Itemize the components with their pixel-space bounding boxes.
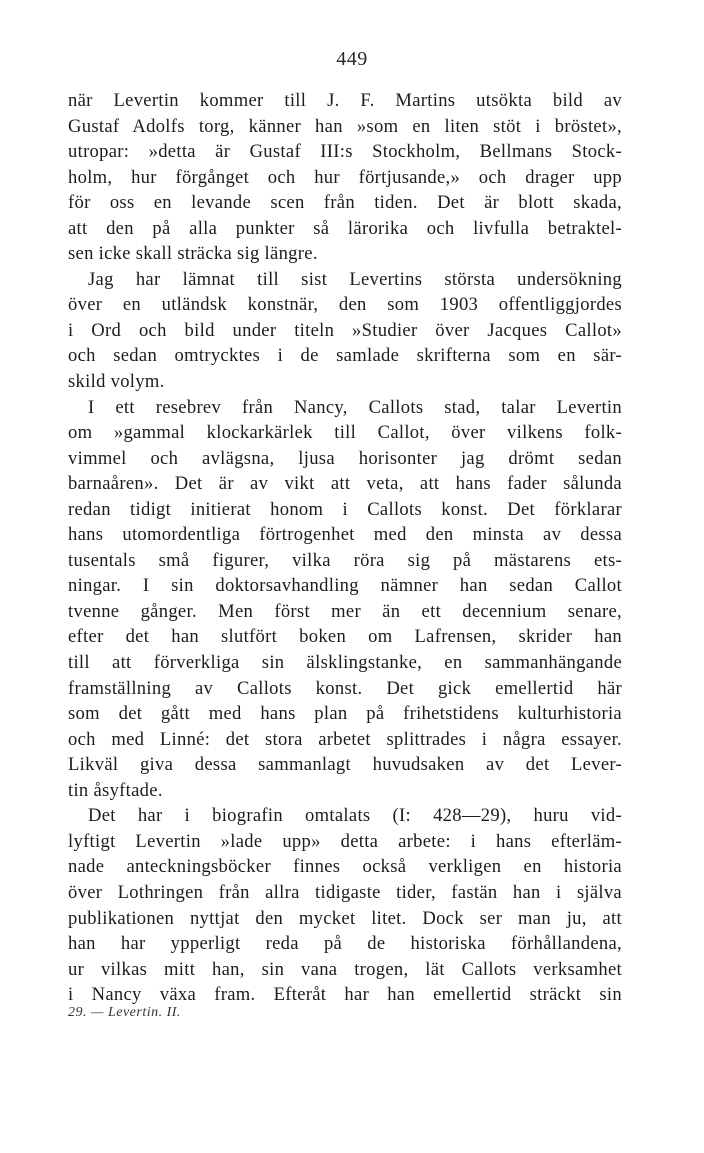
printer-signature: 29. — Levertin. II.	[68, 1005, 181, 1020]
text-line: framställning av Callots konst. Det gick emellertid här	[68, 677, 622, 699]
text-line: om »gammal klockarkärlek till Callot, över vilkens folk-	[68, 422, 622, 444]
page-number: 449	[336, 48, 368, 70]
text-line: i Nancy växa fram. Efteråt har han emellertid sträckt sin	[68, 984, 622, 1006]
text-line: till att förverkliga sin älsklingstanke, en sammanhängande	[68, 652, 622, 674]
text-line: nade anteckningsböcker finnes också verkligen en historia	[68, 856, 622, 878]
text-line: han har ypperligt reda på de historiska förhållandena,	[68, 933, 622, 955]
text-line: lyftigt Levertin »lade upp» detta arbete: i hans efterläm-	[68, 830, 622, 852]
text-line: sen icke skall sträcka sig längre.	[68, 243, 318, 265]
text-line: utropar: »detta är Gustaf III:s Stockholm, Bellmans Stock-	[68, 141, 622, 163]
text-line: i Ord och bild under titeln »Studier över Jacques Callot»	[68, 319, 622, 341]
text-line: holm, hur förgånget och hur förtjusande,» och drager upp	[68, 166, 622, 188]
text-line: tusentals små figurer, vilka röra sig på mästarens ets-	[68, 549, 622, 571]
text-line: publikationen nyttjat den mycket litet. Dock ser man ju, att	[68, 907, 622, 929]
text-line: och med Linné: det stora arbetet splittrades i några essayer.	[68, 728, 622, 750]
text-line: efter det han slutfört boken om Lafrensen, skrider han	[68, 626, 622, 648]
text-line: tin åsyftade.	[68, 779, 163, 801]
text-line: att den på alla punkter så lärorika och livfulla betraktel-	[68, 217, 622, 239]
text-line: I ett resebrev från Nancy, Callots stad, talar Levertin	[88, 396, 622, 418]
text-line: Likväl giva dessa sammanlagt huvudsaken av det Lever-	[68, 754, 622, 776]
text-line: hans utomordentliga förtrogenhet med den minsta av dessa	[68, 524, 622, 546]
text-line: tvenne gånger. Men först mer än ett decennium senare,	[68, 600, 622, 622]
body-text	[68, 88, 622, 1008]
text-line: som det gått med hans plan på frihetstidens kulturhistoria	[68, 703, 622, 725]
text-line: när Levertin kommer till J. F. Martins utsökta bild av	[68, 90, 622, 111]
text-line: över en utländsk konstnär, den som 1903 offentliggjordes	[68, 294, 622, 316]
text-line: för oss en levande scen från tiden. Det är blott skada,	[68, 192, 622, 214]
text-line: skild volym.	[68, 371, 165, 393]
text-line: vimmel och avlägsna, ljusa horisonter jag drömt sedan	[68, 447, 622, 469]
text-line: och sedan omtrycktes i de samlade skrifterna som en sär-	[68, 345, 622, 367]
text-line: Det har i biografin omtalats (I: 428—29), huru vid-	[88, 805, 622, 827]
text-line: barnaåren». Det är av vikt att veta, att hans fader sålunda	[68, 473, 622, 495]
text-line: Gustaf Adolfs torg, känner han »som en liten stöt i bröstet»,	[68, 115, 622, 137]
text-line: redan tidigt initierat honom i Callots konst. Det förklarar	[68, 498, 622, 520]
text-line: ningar. I sin doktorsavhandling nämner han sedan Callot	[68, 575, 622, 597]
text-line: Jag har lämnat till sist Levertins största undersökning	[88, 268, 622, 290]
text-line: över Lothringen från allra tidigaste tider, fastän han i själva	[68, 881, 622, 903]
text-line: ur vilkas mitt han, sin vana trogen, lät Callots verksamhet	[68, 958, 622, 980]
